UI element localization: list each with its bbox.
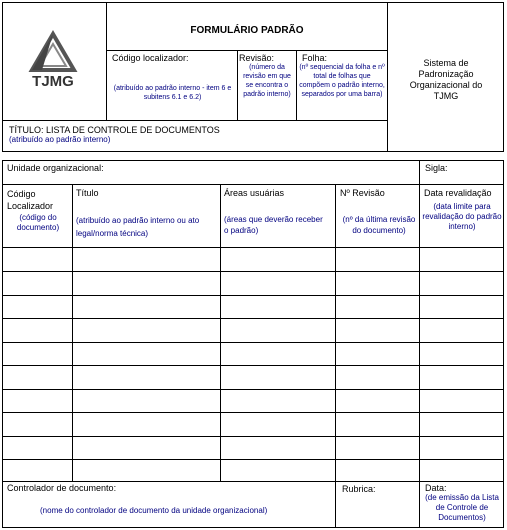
codigo-localizador-label: Código localizador: [112, 53, 189, 63]
data-note: (de emissão da Lista de Controle de Documentos) [425, 493, 499, 522]
folha-label: Folha: [302, 53, 328, 63]
col-codigo-heading: Código Localizador [7, 189, 54, 211]
col-data-note: (data limite para revalidação do padrão interno) [422, 202, 502, 231]
titulo-label: TÍTULO: LISTA DE CONTROLE DE DOCUMENTOS [9, 125, 220, 135]
controlador-note: (nome do controlador de documento da unidade organizacional) [40, 506, 268, 515]
codigo-localizador-note: (atribuído ao padrão interno - item 6 e subitens 6.1 e 6.2) [113, 85, 232, 101]
col-revisao-note: (nº da última revisão do documento) [342, 215, 416, 235]
col-areas-heading: Áreas usuárias [224, 188, 285, 198]
col-titulo-note: (atribuído ao padrão interno ou ato legal/norma técnica) [76, 216, 200, 238]
col-titulo-heading: Título [76, 188, 99, 198]
revisao-label: Revisão: [239, 53, 275, 63]
tjmg-logo [22, 30, 84, 92]
rubrica-label: Rubrica: [342, 484, 376, 494]
col-areas-note: (áreas que deverão receber o padrão) [224, 215, 323, 235]
col-codigo-note: (código do documento) [16, 213, 60, 232]
folha-note: (nº sequencial da folha e nº total de folhas que compõem o padrão interno, separados por uma barra) [299, 64, 385, 98]
titulo-note: (atribuído ao padrão interno) [9, 135, 111, 144]
form-title: FORMULÁRIO PADRÃO [190, 25, 304, 36]
revisao-note: (número da revisão em que se encontra o padrão interno) [243, 64, 291, 98]
sigla-label: Sigla: [425, 163, 448, 173]
data-label: Data: [425, 483, 447, 493]
col-data-heading: Data revalidação [424, 188, 492, 198]
unidade-organizacional-label: Unidade organizacional: [7, 163, 104, 173]
data-rows [3, 248, 503, 481]
col-revisao-heading: Nº Revisão [340, 188, 385, 198]
sistema-padronizacao: Sistema de Padronização Organizacional do TJMG [409, 58, 483, 101]
controlador-label: Controlador de documento: [7, 483, 117, 493]
logo-text: TJMG [32, 73, 74, 90]
